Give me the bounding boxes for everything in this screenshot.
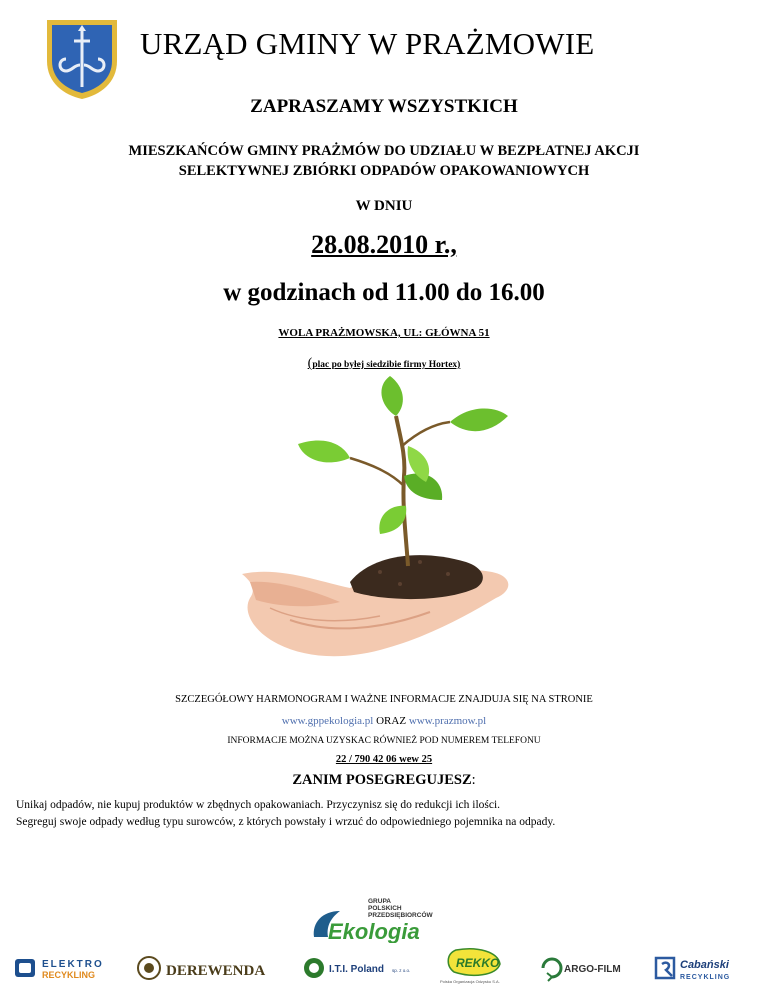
on-day-label: W DNIU [355,198,413,214]
link-joiner: ORAZ [373,715,409,727]
before-sorting-heading [0,772,768,789]
residents-line-2: SELEKTYWNEJ ZBIÓRKI ODPADÓW OPAKOWANIOWYCH [178,163,590,179]
tip-avoid-waste: Unikaj odpadów, nie kupuj produktów w zbędnych opakowaniach. Przyczynisz się do redukcji ich ilości. [16,799,501,811]
tip-sort-waste: Segreguj swoje odpady według typu surowców, z których powstały i wrzuć do odpowiedniego pojemnika na odpady. [16,816,556,828]
before-sorting-colon: : [471,772,476,788]
before-sorting-text: ZANIM POSEGREGUJESZ [292,772,472,788]
schedule-info: SZCZEGÓŁOWY HARMONOGRAM I WAŻNE INFORMACJE ZNAJDUJA SIĘ NA STRONIE [175,694,593,705]
rekko-sub: Polska Organizacja Odzysku S.A. [440,979,500,984]
place-open-paren: ( [307,356,313,371]
event-place-note [0,356,768,372]
ekologia-name: Ekologia [328,919,420,943]
seedling-in-hand-icon [230,376,520,676]
place-note-text: plac po byłej siedzibie firmy Hortex) [312,360,461,370]
cabanski-bottom: RECYKLING [680,974,731,981]
event-date-text: 28.08.2010 r., [311,230,457,259]
argo-film-logo [540,954,636,982]
derewenda-name: DEREWENDA [166,963,266,979]
argo-name: ARGO-FILM [564,964,621,975]
link-prazmow[interactable]: www.prazmow.pl [408,715,487,727]
cabanski-top: Cabański [680,959,729,971]
event-address [0,327,768,339]
event-address-text: WOLA PRAŻMOWSKA, UL: GŁÓWNA 51 [278,327,490,339]
ekologia-logo [310,893,450,943]
cabanski-recykling-logo [652,954,756,982]
coat-of-arms-icon [44,17,120,101]
iti-poland-logo [302,954,420,982]
link-gppekologia[interactable]: www.gppekologia.pl [281,715,374,727]
derewenda-logo [136,954,288,982]
phone-number [0,754,768,765]
residents-line-1: MIESZKAŃCÓW GMINY PRAŻMÓW DO UDZIAŁU W BEZPŁATNEJ AKCJI [128,143,640,159]
ekologia-line-3: PRZEDSIĘBIORCÓW [368,912,433,919]
ekologia-line-1: GRUPA [368,898,391,905]
ekologia-line-2: POLSKICH [368,905,402,912]
office-title: URZĄD GMINY W PRAŻMOWIE [140,26,595,61]
rekko-logo [438,946,518,986]
website-links [0,715,768,727]
elektro-top: ELEKTRO [42,959,104,970]
elektro-bottom: RECYKLING [42,970,96,980]
elektro-recykling-logo [14,954,124,982]
phone-number-text: 22 / 790 42 06 wew 25 [335,754,433,765]
event-date [0,230,768,260]
invitation-heading: ZAPRASZAMY WSZYSTKICH [250,96,518,117]
rekko-name: REKKO [456,956,500,970]
iti-suffix: sp. z o.o. [392,968,411,973]
iti-name: I.T.I. Poland [329,964,385,975]
event-hours: w godzinach od 11.00 do 16.00 [223,279,545,306]
phone-info: INFORMACJE MOŻNA UZYSKAC RÓWNIEŻ POD NUMEREM TELEFONU [227,736,541,746]
